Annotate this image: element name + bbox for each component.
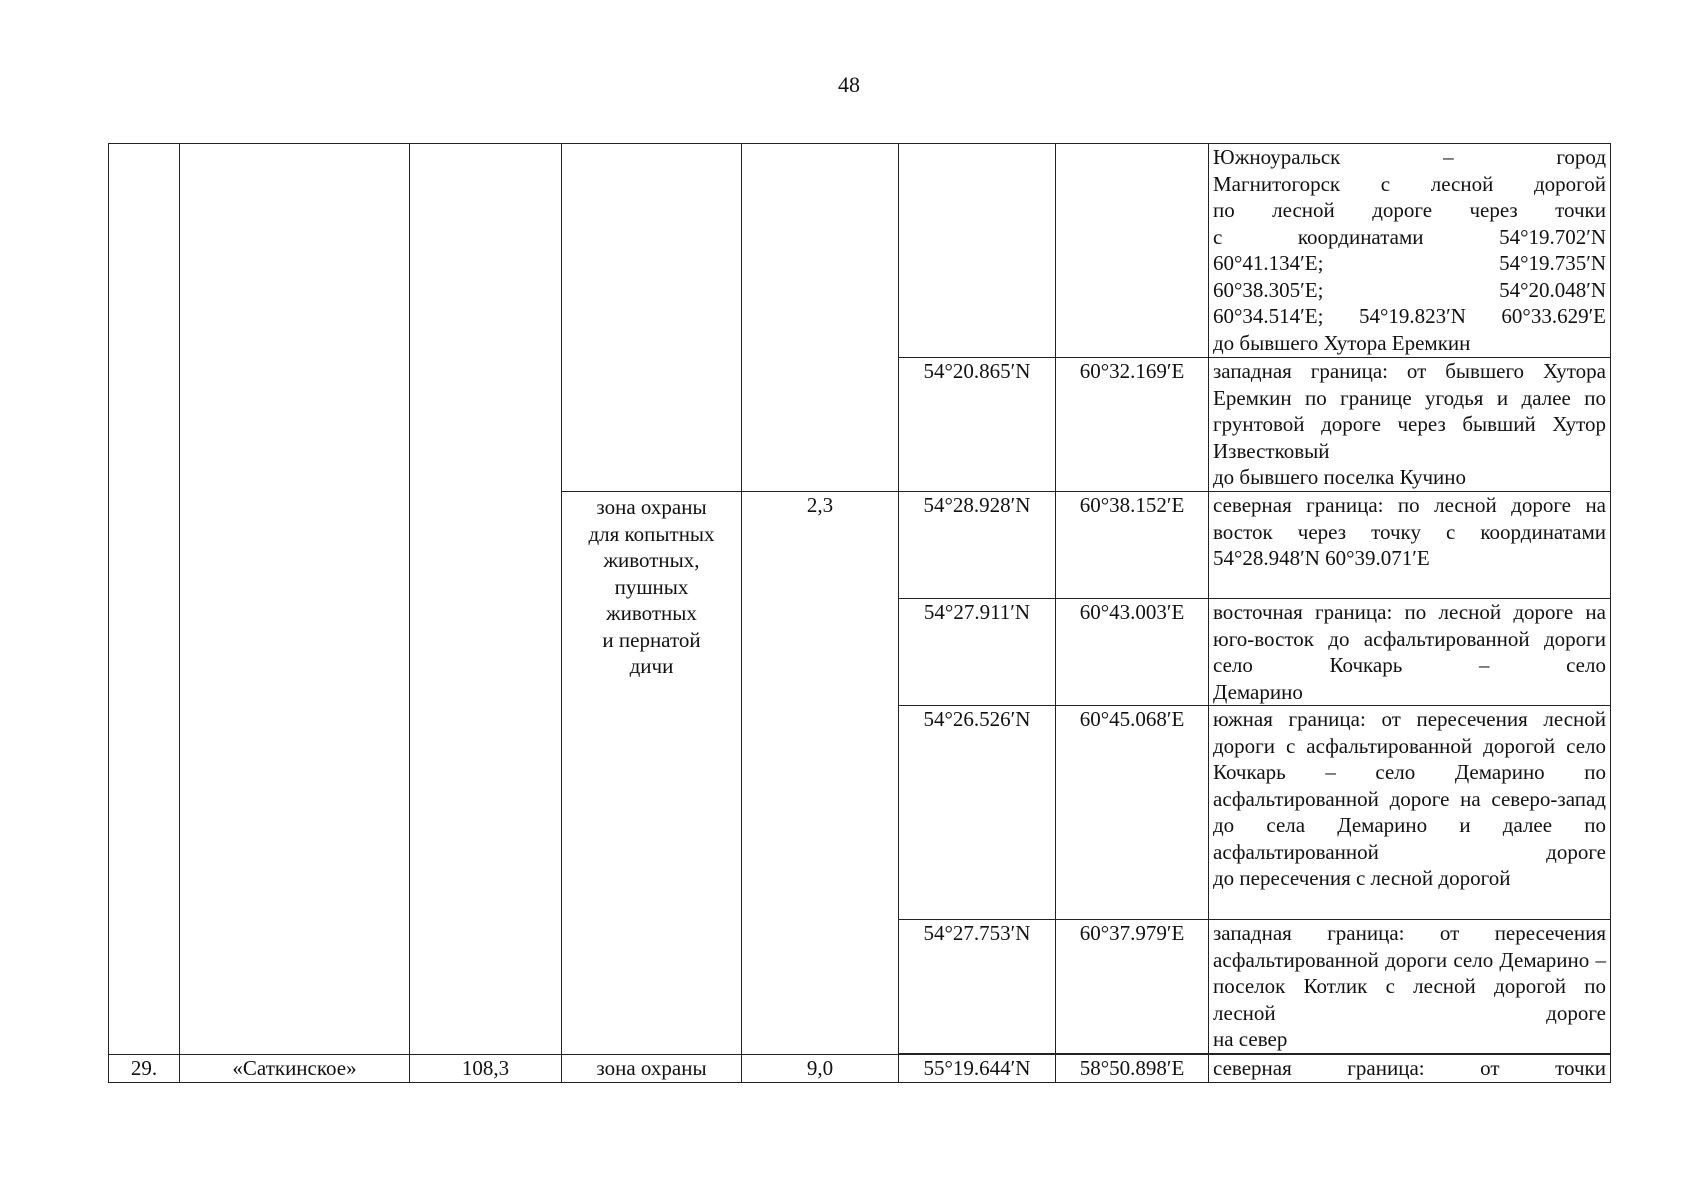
boundaries-table <box>108 143 1611 1083</box>
lat-cell: 54°26.526′N <box>899 706 1056 920</box>
zone-area-cell: 2,3 <box>742 492 899 1055</box>
lon-cell <box>1056 144 1209 358</box>
lon-cell: 60°38.152′E <box>1056 492 1209 599</box>
boundary-description: западная граница: от пересечения асфальтированной дороги село Демарино – поселок Котлик с лесной дорогой по лесной дороге на север <box>1209 920 1611 1054</box>
zone-cell <box>562 144 742 492</box>
name-cell: «Саткинское» <box>180 1055 410 1083</box>
number-cell: 29. <box>109 1055 180 1083</box>
lon-cell: 60°37.979′E <box>1056 920 1209 1054</box>
lon-cell: 58°50.898′E <box>1056 1055 1209 1083</box>
lat-cell: 54°27.753′N <box>899 920 1056 1054</box>
total-area-cell <box>410 144 562 1055</box>
lat-cell: 54°27.911′N <box>899 599 1056 706</box>
boundary-description: восточная граница: по лесной дороге на юго-восток до асфальтированной дороги село Кочкарь – село Демарино <box>1209 599 1611 706</box>
lon-cell: 60°43.003′E <box>1056 599 1209 706</box>
lon-cell: 60°32.169′E <box>1056 358 1209 492</box>
zone-area-cell: 9,0 <box>742 1055 899 1083</box>
table-row <box>109 1055 1611 1083</box>
boundary-description: южная граница: от пересечения лесной дороги с асфальтированной дорогой село Кочкарь – село Демарино по асфальтированной дороге на северо-запад до села Демарино и далее по асфальтированной дороге до пересечения с лесной дорогой <box>1209 706 1611 920</box>
name-cell <box>180 144 410 1055</box>
lat-cell <box>899 144 1056 358</box>
lat-cell: 54°28.928′N <box>899 492 1056 599</box>
table-row <box>109 144 1611 358</box>
boundary-description: северная граница: по лесной дороге на восток через точку с координатами 54°28.948′N 60°39.071′E <box>1209 492 1611 599</box>
boundary-description: северная граница: от точки <box>1209 1055 1611 1083</box>
page-number: 48 <box>838 72 860 97</box>
zone-cell: зона охраны для копытных животных, пушных животных и пернатой дичи <box>562 492 742 1055</box>
total-area-cell: 108,3 <box>410 1055 562 1083</box>
boundary-description: западная граница: от бывшего Хутора Еремкин по границе угодья и далее по грунтовой дороге через бывший Хутор Известковый до бывшего поселка Кучино <box>1209 358 1611 492</box>
lat-cell: 54°20.865′N <box>899 358 1056 492</box>
lon-cell: 60°45.068′E <box>1056 706 1209 920</box>
zone-area-cell <box>742 144 899 492</box>
number-cell <box>109 144 180 1055</box>
zone-cell: зона охраны <box>562 1055 742 1083</box>
lat-cell: 55°19.644′N <box>899 1055 1056 1083</box>
boundary-description: Южноуральск – город Магнитогорск с лесной дорогой по лесной дороге через точки с координатами 54°19.702′N 60°41.134′E; 54°19.735′N 60°38.305′E; 54°20.048′N 60°34.514′E; 54°19.823′N 60°33.629′E до бывшего Хутора Еремкин <box>1209 144 1611 358</box>
